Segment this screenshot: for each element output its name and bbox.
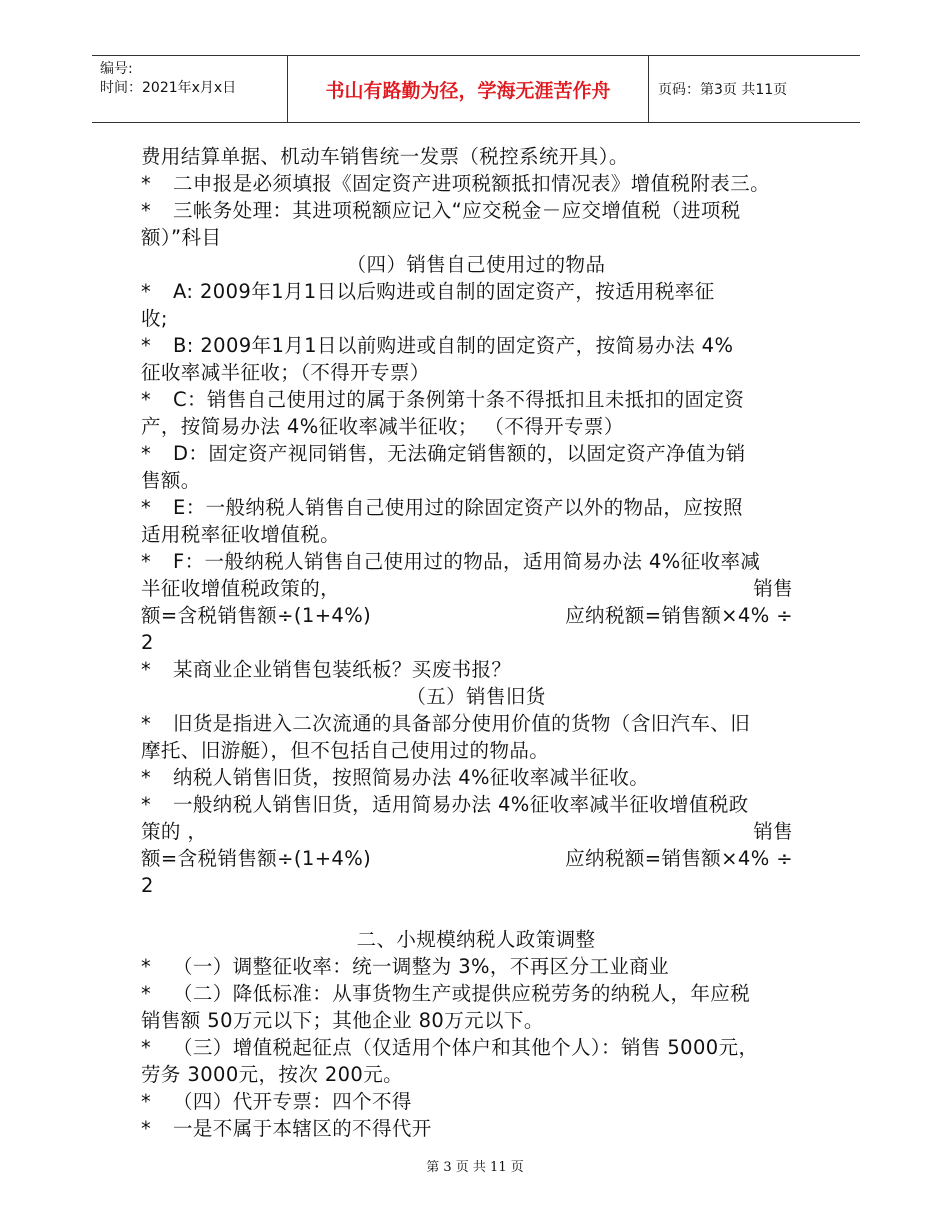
line-text [141,793,749,816]
time-label: 时间：2021年x月x日 [100,80,237,96]
bullet-star: * [141,334,152,357]
line-text [141,845,371,872]
bullet-star: * [141,712,152,735]
line-content: （四）代开专票：四个不得 [173,1090,412,1113]
number-label: 编号: [100,61,133,77]
line-text [141,226,221,249]
document-body [141,143,811,1142]
page-footer: 第 3 页 共 11 页 [426,1160,524,1175]
bullet-star: * [141,388,152,411]
line-text [347,253,606,276]
line-content: 二、小规模纳税人政策调整 [356,928,596,951]
line-content: 额=含税销售额÷(1+4%) [141,847,372,870]
line-text [357,928,596,951]
line-content: 一般纳税人销售旧货，适用简易办法 4%征收率减半征收增值税政 [173,793,749,816]
text-line [141,1034,811,1061]
line-content: 销售额 50万元以下；其他企业 80万元以下。 [141,1009,544,1032]
line-text [141,199,741,222]
line-text [141,712,750,735]
line-text [141,388,744,411]
bullet-star: * [141,982,152,1005]
line-content: C：销售自己使用过的属于条例第十条不得抵扣且未抵扣的固定资 [173,388,745,411]
text-line [141,1088,811,1115]
line-content: A: 2009年1月1日以后购进或自制的固定资产，按适用税率征 [173,280,715,303]
line-content: （一）调整征收率：统一调整为 3%，不再区分工业商业 [173,955,670,978]
line-content: （三）增值税起征点（仅适用个体户和其他个人）：销售 5000元， [173,1036,759,1059]
text-line [141,602,811,629]
text-line [141,818,811,845]
bullet-star: * [141,658,152,681]
line-content: 半征收增值税政策的， [141,577,341,600]
line-text [141,602,371,629]
text-line [141,386,811,413]
line-content: 摩托、旧游艇），但不包括自己使用过的物品。 [141,739,550,762]
line-content: 劳务 3000元，按次 200元。 [141,1063,404,1086]
line-content: B: 2009年1月1日以前购进或自制的固定资产，按简易办法 4% [173,334,734,357]
bullet-star: * [141,550,152,573]
text-line [141,710,811,737]
bullet-star: * [141,199,152,222]
line-text [141,550,760,573]
text-line [141,845,811,872]
text-line [141,278,811,305]
line-content: （二）降低标准：从事货物生产或提供应税劳务的纳税人，年应税 [173,982,751,1005]
line-text [141,469,201,492]
text-line [141,197,811,224]
line-text [141,172,770,195]
bullet-star: * [141,496,152,519]
bullet-star: * [141,280,152,303]
line-text [141,307,168,330]
line-content: （四）销售自己使用过的物品 [346,253,606,276]
line-right-text: 应纳税额=销售额×4% ÷ [565,847,793,870]
line-text [141,496,743,519]
text-line [141,332,811,359]
line-content: 旧货是指进入二次流通的具备部分使用价值的货物（含旧汽车、旧 [173,712,751,735]
text-line [141,737,811,764]
text-line [141,170,811,197]
text-line [141,1115,811,1142]
line-content: E：一般纳税人销售自己使用过的除固定资产以外的物品，应按照 [173,496,743,519]
text-line [141,683,811,710]
bullet-star: * [141,1117,152,1140]
line-text [141,1009,544,1032]
line-content: 额）”科目 [141,226,222,249]
bullet-star: * [141,766,152,789]
line-text [141,415,624,438]
text-line [141,224,811,251]
line-content: 额=含税销售额÷(1+4%) [141,604,372,627]
line-text [141,442,746,465]
line-content: 适用税率征收增值税。 [141,523,341,546]
bullet-star: * [141,172,152,195]
line-text [141,766,649,789]
text-line [141,629,811,656]
text-line [141,575,811,602]
line-text [141,1090,412,1113]
text-line [141,872,811,899]
line-text [141,955,669,978]
line-content: 纳税人销售旧货，按照简易办法 4%征收率减半征收。 [173,766,650,789]
text-line [141,980,811,1007]
text-line [141,251,811,278]
line-text [141,361,430,384]
text-line [141,764,811,791]
header-table [92,55,860,123]
line-text [141,818,207,845]
line-content: 2 [141,874,154,897]
line-text [141,575,340,602]
line-content: 策的 ， [141,820,208,843]
bullet-star: * [141,442,152,465]
line-content: （五）销售旧货 [406,685,546,708]
line-content: D：固定资产视同销售，无法确定销售额的，以固定资产净值为销 [173,442,746,465]
line-right-text: 销售 [753,820,793,843]
line-content: 费用结算单据、机动车销售统一发票（税控系统开具）。 [141,145,629,168]
text-line [141,791,811,818]
bullet-star: * [141,1090,152,1113]
line-text [406,685,545,708]
line-text [141,1117,432,1140]
text-line [141,143,811,170]
line-text [141,739,549,762]
line-content: 收; [141,307,168,330]
line-content: 征收率减半征收；（不得开专票） [141,361,430,384]
text-line [141,440,811,467]
text-line [141,521,811,548]
line-text [141,874,154,897]
text-line [141,413,811,440]
bullet-star: * [141,793,152,816]
line-text [141,334,733,357]
header-motto: 书山有路勤为径，学海无涯苦作舟 [325,79,611,102]
text-line [141,1061,811,1088]
line-content: 售额。 [141,469,201,492]
bullet-star: * [141,1036,152,1059]
line-text [141,658,511,681]
text-line [141,305,811,332]
text-line [141,548,811,575]
line-content: 某商业企业销售包装纸板？买废书报？ [173,658,512,681]
text-line [141,494,811,521]
text-line [141,467,811,494]
line-content: 一是不属于本辖区的不得代开 [173,1117,432,1140]
text-line [141,656,811,683]
line-text [141,280,715,303]
line-right-text: 应纳税额=销售额×4% ÷ [565,604,793,627]
line-text [141,982,750,1005]
line-content: 二申报是必须填报《固定资产进项税额抵扣情况表》增值税附表三。 [173,172,771,195]
header-meta [100,60,236,98]
text-line [141,953,811,980]
header-divider [648,56,649,122]
text-line [141,1007,811,1034]
line-content: 三帐务处理：其进项税额应记入“应交税金－应交增值税（进项税 [173,199,741,222]
line-right-text: 销售 [753,577,793,600]
header-page-label: 页码：第3页 共11页 [658,82,788,98]
line-text [141,1036,758,1059]
text-line [141,359,811,386]
line-content: 2 [141,631,154,654]
line-content: F：一般纳税人销售自己使用过的物品，适用简易办法 4%征收率减 [173,550,761,573]
line-text [141,1063,403,1086]
line-text [141,631,154,654]
text-line [141,926,811,953]
text-line [141,899,811,926]
line-text [141,145,629,168]
line-content: 产，按简易办法 4%征收率减半征收； （不得开专票） [141,415,624,438]
line-text [141,523,340,546]
bullet-star: * [141,955,152,978]
